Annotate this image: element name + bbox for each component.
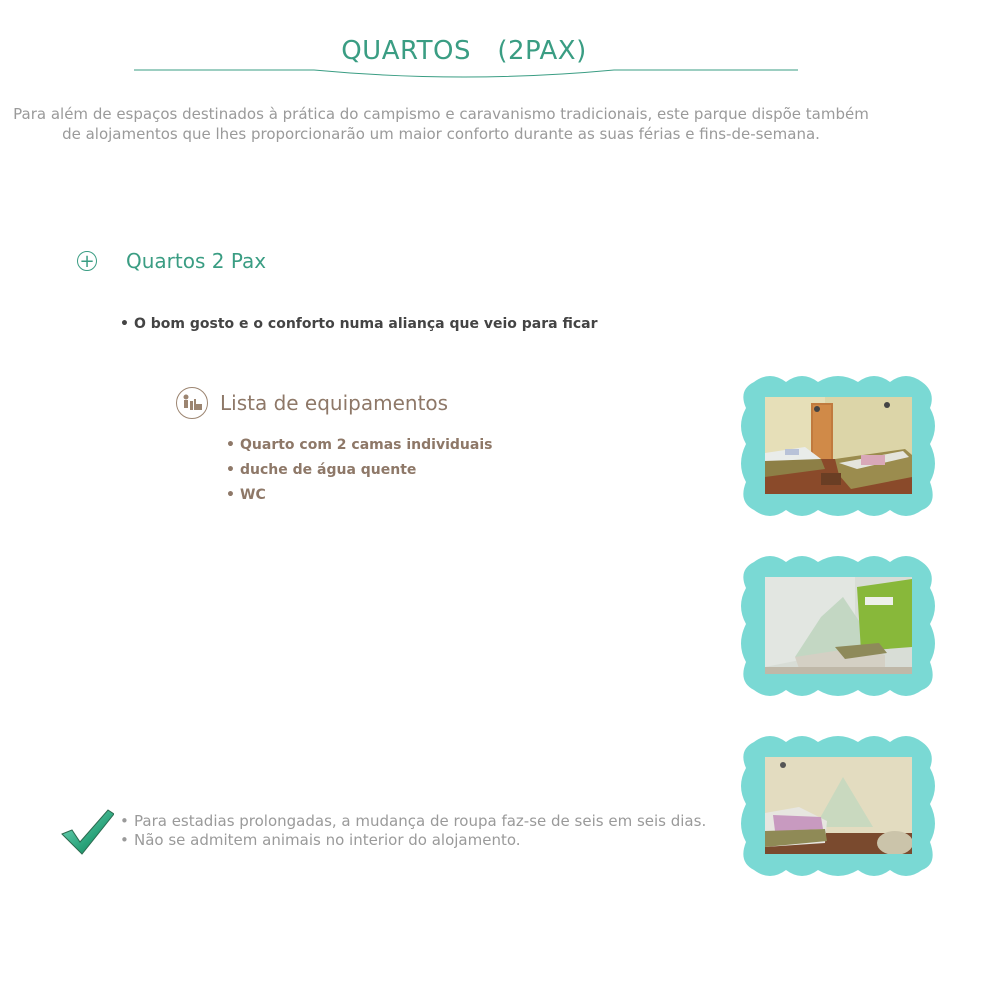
intro-line-2: de alojamentos que lhes proporcionarão um maior conforto durante as suas férias e fins-de-semana. xyxy=(62,125,820,143)
equipment-title: Lista de equipamentos xyxy=(220,391,449,415)
list-item: • Para estadias prolongadas, a mudança de roupa faz-se de seis em seis dias. xyxy=(120,812,707,830)
room-image xyxy=(765,757,912,854)
section-title[interactable]: Quartos 2 Pax xyxy=(126,249,267,273)
page-title: QUARTOS (2PAX) xyxy=(341,36,587,66)
title-underline xyxy=(134,68,798,82)
room-image xyxy=(765,397,912,494)
list-item: • Não se admitem animais no interior do alojamento. xyxy=(120,831,521,849)
room-photo-3[interactable] xyxy=(740,734,936,878)
list-item: • duche de água quente xyxy=(226,462,417,478)
equipment-header xyxy=(176,387,448,419)
page-header xyxy=(0,30,1000,90)
checkmark-icon xyxy=(60,808,114,856)
room-equipment-icon xyxy=(176,387,208,419)
intro-line-1: Para além de espaços destinados à prática do campismo e caravanismo tradicionais, este parque dispõe também xyxy=(13,105,869,123)
tagline xyxy=(120,316,598,332)
section-header[interactable] xyxy=(77,249,266,273)
room-photo-2[interactable] xyxy=(740,554,936,698)
list-item: • Quarto com 2 camas individuais xyxy=(226,437,493,453)
notes-list xyxy=(120,812,706,850)
intro-text xyxy=(10,104,872,144)
tagline-text: O bom gosto e o conforto numa aliança que veio para ficar xyxy=(134,316,598,332)
plus-circle-icon[interactable]: + xyxy=(77,251,97,271)
equipment-list xyxy=(226,434,492,509)
bullet-icon: • xyxy=(120,316,129,332)
room-photo-1[interactable] xyxy=(740,374,936,518)
room-image xyxy=(765,577,912,674)
list-item: • WC xyxy=(226,487,266,503)
